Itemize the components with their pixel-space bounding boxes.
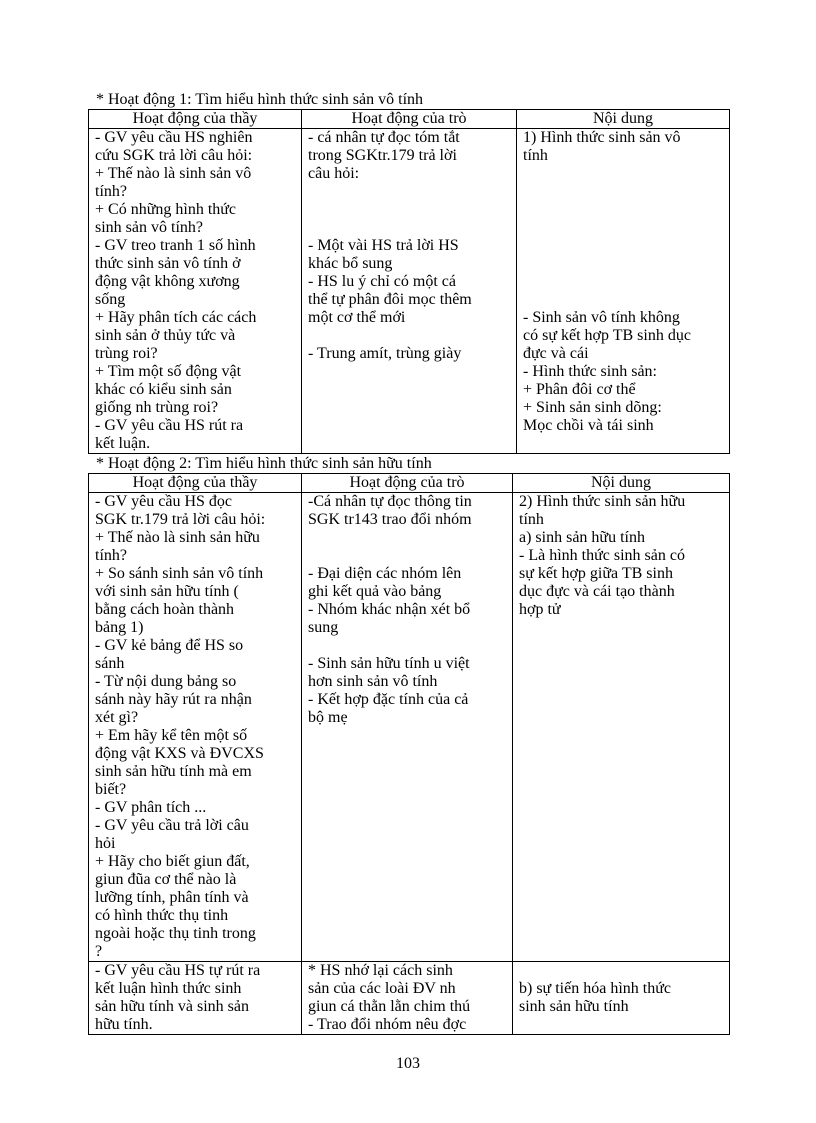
cell-line [523, 165, 723, 183]
table-header-row [89, 110, 730, 129]
cell-line: - GV yêu cầu HS nghiên [95, 129, 253, 146]
header-student: Hoạt động của trò [302, 110, 517, 129]
header-teacher: Hoạt động của thầy [89, 110, 302, 129]
cell-line: 2) Hình thức sinh sản hữu [519, 493, 686, 510]
cell-line: - GV yêu cầu HS tự rút ra [95, 962, 261, 979]
cell-line [308, 327, 510, 345]
cell-line: b) sự tiến hóa hình thức [519, 980, 671, 997]
cell-line [523, 219, 723, 237]
table-row [89, 493, 730, 962]
content-column [517, 129, 730, 454]
cell-line: sinh sản hữu tính mà em [95, 763, 252, 780]
student-column [302, 129, 517, 454]
cell-line: - Kết hợp đặc tính của cả [308, 691, 469, 708]
cell-line: - GV yêu cầu HS rút ra [95, 417, 244, 434]
cell-line: kết luận. [95, 435, 151, 452]
cell-line: - cá nhân tự đọc tóm tắt [308, 129, 460, 146]
cell-line [308, 547, 506, 565]
cell-line: - Sinh sản hữu tính u việt [308, 655, 470, 672]
cell-line: giun cá thằn lằn chim thú [308, 998, 471, 1015]
cell-line: -Cá nhân tự đọc thông tin [308, 493, 472, 510]
teacher-column [89, 493, 302, 962]
cell-line: động vật KXS và ĐVCXS [95, 745, 264, 762]
cell-line: sản hữu tính và sinh sản [95, 998, 249, 1015]
cell-line: - Đại diện các nhóm lên [308, 565, 462, 582]
cell-line: động vật không xương [95, 273, 240, 290]
cell-line: tính? [95, 183, 127, 200]
cell-line: + Tìm một số động vật [95, 363, 242, 380]
cell-line: hơn sinh sản vô tính [308, 673, 438, 690]
cell-line: sánh [95, 655, 125, 672]
cell-line [308, 219, 510, 237]
cell-line: tính? [95, 547, 127, 564]
cell-line: sống [95, 291, 126, 308]
cell-line: * HS nhớ lại cách sinh [308, 962, 453, 979]
cell-line: + Em hãy kể tên một số [95, 727, 248, 744]
cell-line: SGK tr143 trao đổi nhóm [308, 511, 472, 528]
activity-2-table [88, 473, 730, 1035]
cell-line: thức sinh sản vô tính ở [95, 255, 241, 272]
cell-line: biết? [95, 781, 127, 798]
cell-line [523, 255, 723, 273]
cell-line: + Hãy phân tích các cách [95, 309, 257, 326]
cell-line: một cơ thể mới [308, 309, 406, 326]
cell-line: tính [519, 511, 544, 528]
teacher-column [89, 129, 302, 454]
header-student: Hoạt động của trò [302, 474, 513, 493]
cell-line [523, 201, 723, 219]
cell-line: Mọc chồi và tái sinh [523, 417, 654, 434]
cell-line: trùng roi? [95, 345, 158, 362]
cell-line [308, 637, 506, 655]
cell-line: - GV treo tranh 1 số hình [95, 237, 256, 254]
cell-line: - GV kẻ bảng để HS so [95, 637, 244, 654]
cell-line: ngoài hoặc thụ tinh trong [95, 925, 256, 942]
cell-line: - Hình thức sinh sản: [523, 363, 657, 380]
cell-line: - Trao đổi nhóm nêu đợc [308, 1016, 467, 1033]
cell-line: + Hãy cho biết giun đất, [95, 853, 250, 870]
cell-line: sinh sản ở thủy tức và [95, 327, 236, 344]
table-header-row [89, 474, 730, 493]
cell-line: SGK tr.179 trả lời câu hỏi: [95, 511, 266, 528]
cell-line: hợp tử [519, 601, 561, 618]
cell-line [308, 183, 510, 201]
cell-line: + Phân đôi cơ thể [523, 381, 636, 398]
content-column [513, 493, 730, 962]
cell-line: hỏi [95, 835, 116, 852]
content-column [513, 962, 730, 1035]
cell-line: + Sinh sản sinh dõng: [523, 399, 662, 416]
cell-line: có sự kết hợp TB sinh dục [523, 327, 691, 344]
table-row [89, 129, 730, 454]
cell-line [523, 237, 723, 255]
student-column [302, 962, 513, 1035]
cell-line: bảng 1) [95, 619, 144, 636]
cell-line: - Một vài HS trả lời HS [308, 237, 459, 254]
cell-line: sánh này hãy rút ra nhận [95, 691, 252, 708]
cell-line: có hình thức thụ tinh [95, 907, 229, 924]
cell-line: - Là hình thức sinh sản có [519, 547, 685, 564]
cell-line: - GV phân tích ... [95, 799, 207, 816]
cell-line: - Từ nội dung bảng so [95, 673, 237, 690]
cell-line: - Sinh sản vô tính không [523, 309, 680, 326]
cell-line: giống nh trùng roi? [95, 399, 219, 416]
activity-1-table [88, 109, 730, 454]
cell-line: trong SGKtr.179 trả lời [308, 147, 457, 164]
cell-line: đực và cái [523, 345, 589, 362]
cell-line [523, 273, 723, 291]
cell-line: giun đũa cơ thể nào là [95, 871, 237, 888]
cell-line: - Trung amít, trùng giày [308, 345, 462, 362]
cell-line: a) sinh sản hữu tính [519, 529, 645, 546]
cell-line: + Thế nào là sinh sản hữu [95, 529, 260, 546]
cell-line: - HS lu ý chỉ có một cá [308, 273, 456, 290]
cell-line: thể tự phân đôi mọc thêm [308, 291, 472, 308]
activity-1-title: * Hoạt động 1: Tìm hiểu hình thức sinh sản vô tính [96, 91, 424, 108]
cell-line: kết luận hình thức sinh [95, 980, 242, 997]
cell-line [308, 201, 510, 219]
cell-line: bộ mẹ [308, 709, 348, 726]
cell-line: khác có kiểu sinh sản [95, 381, 232, 398]
cell-line: sản của các loài ĐV nh [308, 980, 456, 997]
header-content: Nội dung [513, 474, 730, 493]
cell-line: khác bổ sung [308, 255, 393, 272]
cell-line [308, 529, 506, 547]
cell-line: tính [523, 147, 548, 164]
cell-line: lưỡng tính, phân tính và [95, 889, 249, 906]
cell-line: + Thế nào là sinh sản vô [95, 165, 252, 182]
cell-line: ghi kết quả vào bảng [308, 583, 442, 600]
activity-2-title: * Hoạt động 2: Tìm hiểu hình thức sinh sản hữu tính [96, 455, 432, 472]
student-column [302, 493, 513, 962]
cell-line: hữu tính. [95, 1016, 153, 1033]
cell-line: - Nhóm khác nhận xét bổ [308, 601, 471, 618]
page-number: 103 [396, 1055, 420, 1072]
cell-line: dục đực và cái tạo thành [519, 583, 675, 600]
table-row [89, 962, 730, 1035]
teacher-column [89, 962, 302, 1035]
cell-line: + So sánh sinh sản vô tính [95, 565, 264, 582]
cell-line: - GV yêu cầu HS đọc [95, 493, 233, 510]
cell-line [523, 291, 723, 309]
cell-line: sự kết hợp giữa TB sinh [519, 565, 673, 582]
cell-line: - GV yêu cầu trả lời câu [95, 817, 249, 834]
cell-line: xét gì? [95, 709, 139, 726]
cell-line [523, 183, 723, 201]
cell-line: ? [95, 943, 103, 960]
cell-line: sinh sản vô tính? [95, 219, 203, 236]
header-teacher: Hoạt động của thầy [89, 474, 302, 493]
cell-line: với sinh sản hữu tính ( [95, 583, 239, 600]
cell-line: câu hỏi: [308, 165, 360, 182]
cell-line: cứu SGK trả lời câu hỏi: [95, 147, 253, 164]
cell-line: sinh sản hữu tính [519, 998, 629, 1015]
header-content: Nội dung [517, 110, 730, 129]
cell-line: 1) Hình thức sinh sản vô [523, 129, 681, 146]
cell-line: sung [308, 619, 339, 636]
cell-line: + Có những hình thức [95, 201, 237, 218]
cell-line [519, 962, 723, 980]
cell-line: bằng cách hoàn thành [95, 601, 235, 618]
